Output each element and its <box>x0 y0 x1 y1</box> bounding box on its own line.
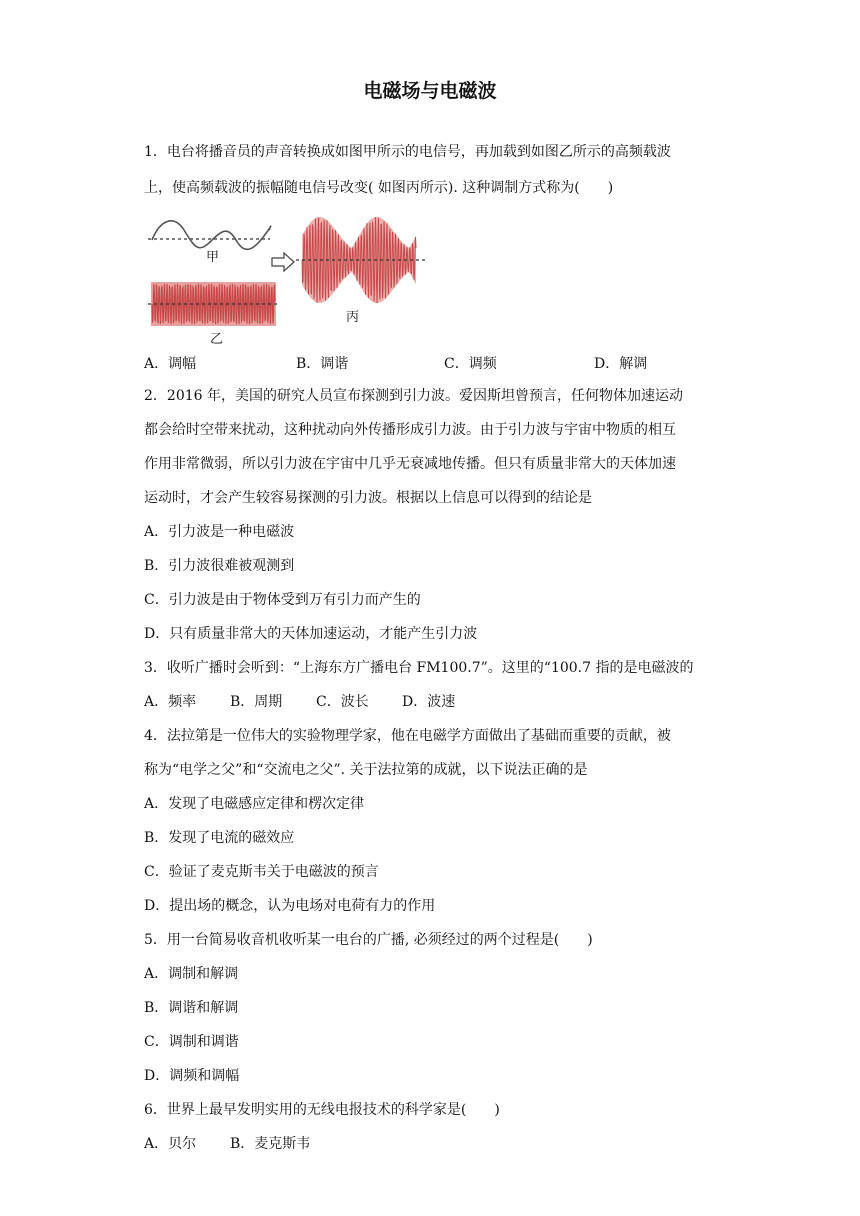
q4-option-c[interactable]: C．验证了麦克斯韦关于电磁波的预言 <box>144 864 379 880</box>
q3-option-c[interactable]: C．波长 <box>316 694 369 710</box>
q5-option-c[interactable]: C．调制和调谐 <box>144 1034 239 1050</box>
q2-option-b[interactable]: B．引力波很难被观测到 <box>144 558 295 574</box>
q2-text-line1: 2．2016 年，美国的研究人员宣布探测到引力波。爱因斯坦曾预言，任何物体加速运动 <box>144 388 683 404</box>
q6-option-b[interactable]: B．麦克斯韦 <box>230 1136 311 1152</box>
q5-option-a[interactable]: A．调制和解调 <box>144 966 239 982</box>
q2-text-line4: 运动时，才会产生较容易探测的引力波。根据以上信息可以得到的结论是 <box>144 490 592 506</box>
q4-option-a[interactable]: A．发现了电磁感应定律和楞次定律 <box>144 796 365 812</box>
figure-label-jia: 甲 <box>206 250 220 265</box>
q1-option-d[interactable]: D．解调 <box>594 356 648 372</box>
modulated-wave <box>296 217 426 303</box>
q2-option-a[interactable]: A．引力波是一种电磁波 <box>144 524 295 540</box>
q5-option-b[interactable]: B．调谐和解调 <box>144 1000 239 1016</box>
q4-option-d[interactable]: D．提出场的概念，认为电场对电荷有力的作用 <box>144 898 436 914</box>
q4-text-line2: 称为“电学之父”和“交流电之父”. 关于法拉第的成就，以下说法正确的是 <box>144 762 588 778</box>
q2-text-line3: 作用非常微弱，所以引力波在宇宙中几乎无衰减地传播。但只有质量非常大的天体加速 <box>144 456 676 472</box>
q5-text-line1: 5．用一台简易收音机收听某一电台的广播, 必须经过的两个过程是( ) <box>144 932 593 948</box>
q4-text-line1: 4．法拉第是一位伟大的实验物理学家，他在电磁学方面做出了基础而重要的贡献，被 <box>144 728 671 744</box>
q2-option-c[interactable]: C．引力波是由于物体受到万有引力而产生的 <box>144 592 421 608</box>
q1-option-b[interactable]: B．调谐 <box>296 356 349 372</box>
arrow-icon <box>272 253 294 271</box>
q5-option-d[interactable]: D．调频和调幅 <box>144 1068 240 1084</box>
q1-text-line1: 1．电台将播音员的声音转换成如图甲所示的电信号，再加载到如图乙所示的高频载波 <box>144 144 671 160</box>
q4-option-b[interactable]: B．发现了电流的磁效应 <box>144 830 295 846</box>
q3-option-b[interactable]: B．周期 <box>230 694 283 710</box>
q3-option-d[interactable]: D．波速 <box>402 694 456 710</box>
q3-option-a[interactable]: A．频率 <box>144 694 197 710</box>
q2-text-line2: 都会给时空带来扰动，这种扰动向外传播形成引力波。由于引力波与宇宙中物质的相互 <box>144 422 676 438</box>
q6-text-line1: 6．世界上最早发明实用的无线电报技术的科学家是( ) <box>144 1102 500 1118</box>
q3-text-line1: 3．收听广播时会听到：“上海东方广播电台 FM100.7”。这里的“100.7 指的是电磁波的 <box>144 660 694 676</box>
modulation-diagram <box>144 210 434 350</box>
figure-label-yi: 乙 <box>210 332 224 347</box>
q1-option-a[interactable]: A．调幅 <box>144 356 197 372</box>
carrier-wave <box>148 282 278 326</box>
q1-text-line2: 上，使高频载波的振幅随电信号改变( 如图丙所示). 这种调制方式称为( ) <box>144 180 614 196</box>
q1-option-c[interactable]: C．调频 <box>444 356 497 372</box>
q1-modulation-figure <box>144 210 434 350</box>
page-title: 电磁场与电磁波 <box>363 80 497 102</box>
figure-label-bing: 丙 <box>346 310 360 325</box>
q2-option-d[interactable]: D．只有质量非常大的天体加速运动，才能产生引力波 <box>144 626 478 642</box>
q6-option-a[interactable]: A．贝尔 <box>144 1136 197 1152</box>
